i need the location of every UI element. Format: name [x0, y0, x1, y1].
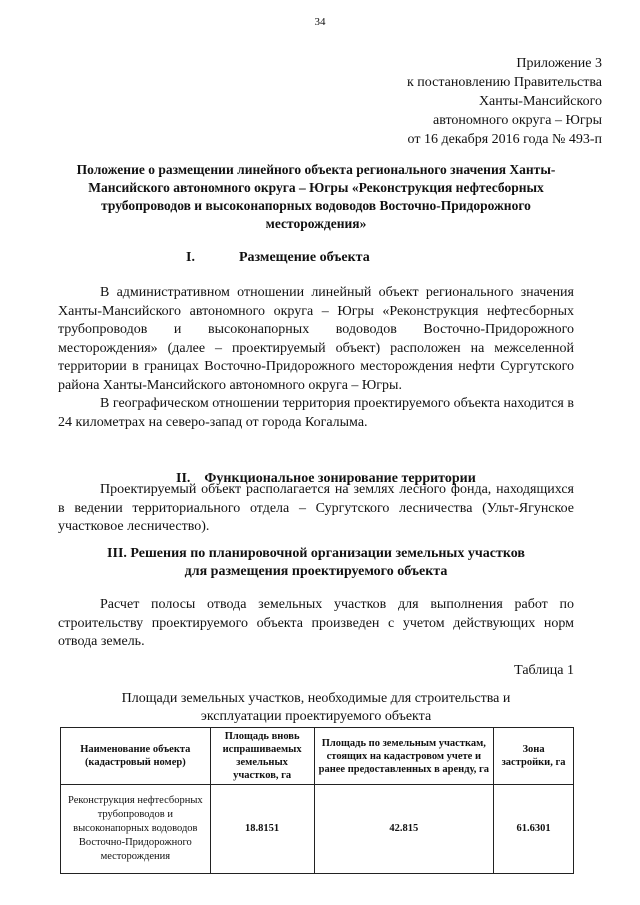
table-header-row [61, 728, 574, 785]
section-3-title-line-2: для размещения проектируемого объекта [184, 564, 448, 579]
section-1-paragraph-1: В административном отношении линейный объект регионального значения Ханты-Мансийского автономного округа – Югры «Реконструкция нефтесборных трубопроводов и высоконапорных водоводов Восточно-Придорожного месторождения» (далее – проектируемый объект) расположен на межселенной территории в границах Восточно-Придорожного месторождения нефти Сургутского района Ханты-Мансийского автономного округа – Югры. [58, 285, 574, 393]
land-area-table [60, 727, 574, 874]
section-2-paragraph-1: Проектируемый объект располагается на землях лесного фонда, находящихся в ведении территориального отдела – Сургутского лесничества (Ульт-Ягунское участковое лесничество). [58, 482, 574, 534]
header-zone: Зона застройки, га [494, 728, 574, 785]
appendix-line: Ханты-Мансийского [478, 94, 602, 109]
page-number: 34 [314, 16, 326, 28]
header-cadastral-area: Площадь по земельным участкам, стоящих на кадастровом учете и ранее предоставленных в аренду, га [314, 728, 494, 785]
table-caption-line-1: Площади земельных участков, необходимые для строительства и [121, 691, 511, 706]
section-1-title: Размещение объекта [238, 250, 370, 265]
document-title: Положение о размещении линейного объекта регионального значения Ханты-Мансийского автономного округа – Югры «Реконструкция нефтесборных трубопроводов и высоконапорных водоводов Восточно-Придорожного месторождения» [76, 162, 556, 231]
section-1-heading [186, 249, 370, 267]
cell-object-name: Реконструкция нефтесборных трубопроводов и высоконапорных водоводов Восточно-Придорожного месторождения [61, 785, 211, 874]
table-caption [58, 690, 574, 726]
section-2-number: II. [176, 471, 191, 486]
table-row [61, 785, 574, 874]
section-1-paragraph-2: В географическом отношении территория проектируемого объекта находится в 24 километрах на северо-запад от города Когалыма. [58, 396, 574, 430]
appendix-line: к постановлению Правительства [406, 75, 602, 90]
header-new-area: Площадь вновь испрашиваемых земельных участков, га [210, 728, 314, 785]
appendix-line: Приложение 3 [516, 56, 602, 71]
cell-new-area: 18.8151 [210, 785, 314, 874]
cell-zone: 61.6301 [494, 785, 574, 874]
cell-cadastral-area: 42.815 [314, 785, 494, 874]
appendix-line: от 16 декабря 2016 года № 493-п [407, 132, 602, 147]
section-3-paragraph-1: Расчет полосы отвода земельных участков для выполнения работ по строительству проектируемого объекта произведен с учетом действующих норм отвода земель. [58, 597, 574, 649]
appendix-line: автономного округа – Югры [433, 113, 602, 128]
table-number: Таблица 1 [514, 663, 574, 678]
section-3-heading [58, 545, 574, 581]
section-1-number: I. [186, 250, 195, 265]
appendix-block [407, 54, 602, 149]
section-3-title-line-1: III. Решения по планировочной организации земельных участков [107, 546, 525, 561]
section-2-title: Функциональное зонирование территории [204, 471, 476, 486]
header-object-name: Наименование объекта (кадастровый номер) [61, 728, 211, 785]
table-caption-line-2: эксплуатации проектируемого объекта [200, 709, 432, 724]
